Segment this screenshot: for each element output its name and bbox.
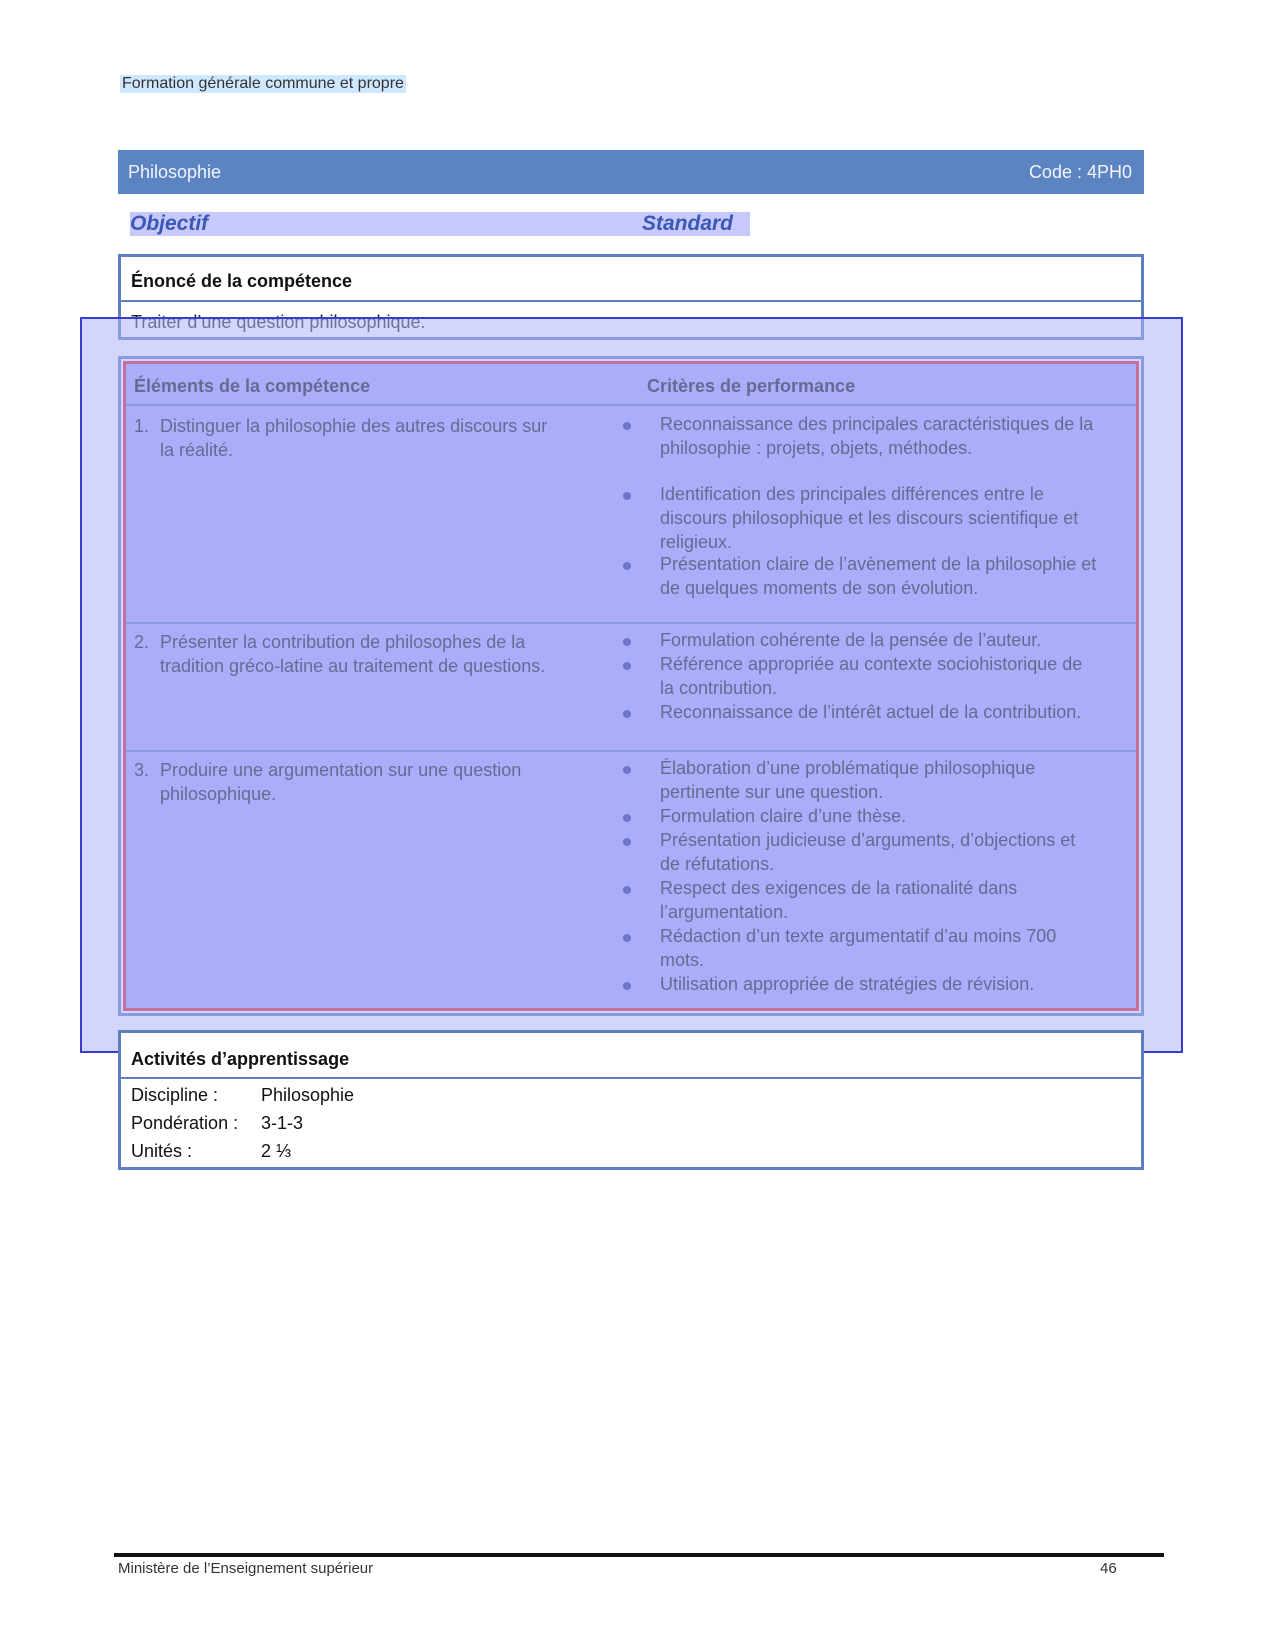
activites-box: [118, 1030, 1144, 1170]
divider: [121, 300, 1141, 302]
activites-heading: Activités d’apprentissage: [131, 1049, 350, 1069]
objective-row: [130, 212, 750, 236]
ponderation-value: 3-1-3: [261, 1113, 304, 1133]
footer-rule: [114, 1553, 1164, 1557]
running-header: Formation générale commune et propre: [122, 75, 404, 92]
ponderation-label: Pondération :: [131, 1113, 239, 1133]
standard-label: Standard: [642, 212, 734, 235]
course-code: Code : 4PH0: [1028, 162, 1132, 182]
selection-overlay: [80, 317, 1183, 1053]
divider: [121, 1077, 1141, 1079]
enonce-heading: Énoncé de la compétence: [131, 271, 353, 291]
discipline-label: Discipline :: [131, 1085, 219, 1105]
page-number: 46: [1100, 1560, 1117, 1577]
objectif-label: Objectif: [130, 212, 209, 235]
course-title: Philosophie: [128, 162, 222, 182]
course-title-bar: [118, 150, 1144, 194]
discipline-value: Philosophie: [261, 1085, 355, 1105]
unites-value: 2 ⅓: [261, 1141, 292, 1161]
footer-ministry: Ministère de l’Enseignement supérieur: [118, 1560, 374, 1577]
unites-label: Unités :: [131, 1141, 193, 1161]
